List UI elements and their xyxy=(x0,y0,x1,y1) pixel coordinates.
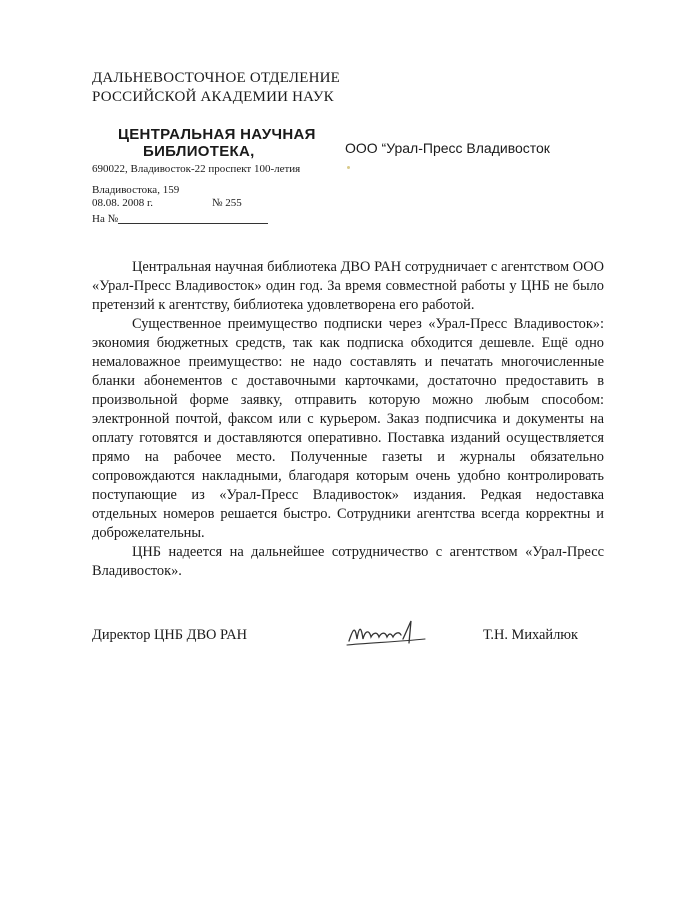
signatory-title: Директор ЦНБ ДВО РАН xyxy=(92,627,247,643)
body-paragraph-1: Центральная научная библиотека ДВО РАН сотрудничает с агентством ООО «Урал-Пресс Владивосток» один год. За время совместной работы у ЦНБ не было претензий к агентству, библиотека удовлетворена его работой. xyxy=(92,259,604,313)
org-line-2: РОССИЙСКОЙ АКАДЕМИИ НАУК xyxy=(92,89,334,105)
letter-body xyxy=(92,258,604,581)
address-line-2: Владивостока, 159 xyxy=(92,184,180,196)
paper-speck xyxy=(347,166,350,169)
body-paragraph-3: ЦНБ надеется на дальнейшее сотрудничество с агентством «Урал-Пресс Владивосток». xyxy=(92,544,604,579)
recipient: ООО “Урал-Пресс Владивосток xyxy=(345,140,550,156)
library-title-line-2: БИБЛИОТЕКА, xyxy=(143,143,255,160)
signature-block xyxy=(92,627,612,667)
org-line-1: ДАЛЬНЕВОСТОЧНОЕ ОТДЕЛЕНИЕ xyxy=(92,70,341,86)
reference-label: На № xyxy=(92,213,119,225)
handwritten-signature xyxy=(345,615,427,651)
library-title-line-1: ЦЕНТРАЛЬНАЯ НАУЧНАЯ xyxy=(118,126,316,143)
signatory-name: Т.Н. Михайлюк xyxy=(483,627,579,643)
letter-date: 08.08. 2008 г. xyxy=(92,197,154,209)
address-line-1: 690022, Владивосток-22 проспект 100-летия xyxy=(92,163,301,175)
body-paragraph-2: Существенное преимущество подписки через «Урал-Пресс Владивосток»: экономия бюджетных средств, так как подписка обходится дешевле. Ещё одно немаловажное преимущество: не надо составлять и печатать многочисленные бланки абонементов с доставочными карточками, достаточно предоставить в произвольной форме заявку, отправить которую можно любым способом: электронной почтой, факсом или с курьером. Заказ подписчика и документы на оплату готовятся и доставляются оперативно. Поставка изданий осуществляется прямо на рабочее место. Полученные газеты и журналы обязательно сопровождаются накладными, благодаря которым очень удобно контролировать поступающие из «Урал-Пресс Владивосток» издания. Редкая недоставка отдельных номеров решается быстро. Сотрудники агентства всегда корректны и доброжелательны. xyxy=(92,316,604,541)
reference-blank-line xyxy=(118,223,268,224)
letter-number: № 255 xyxy=(212,197,242,209)
